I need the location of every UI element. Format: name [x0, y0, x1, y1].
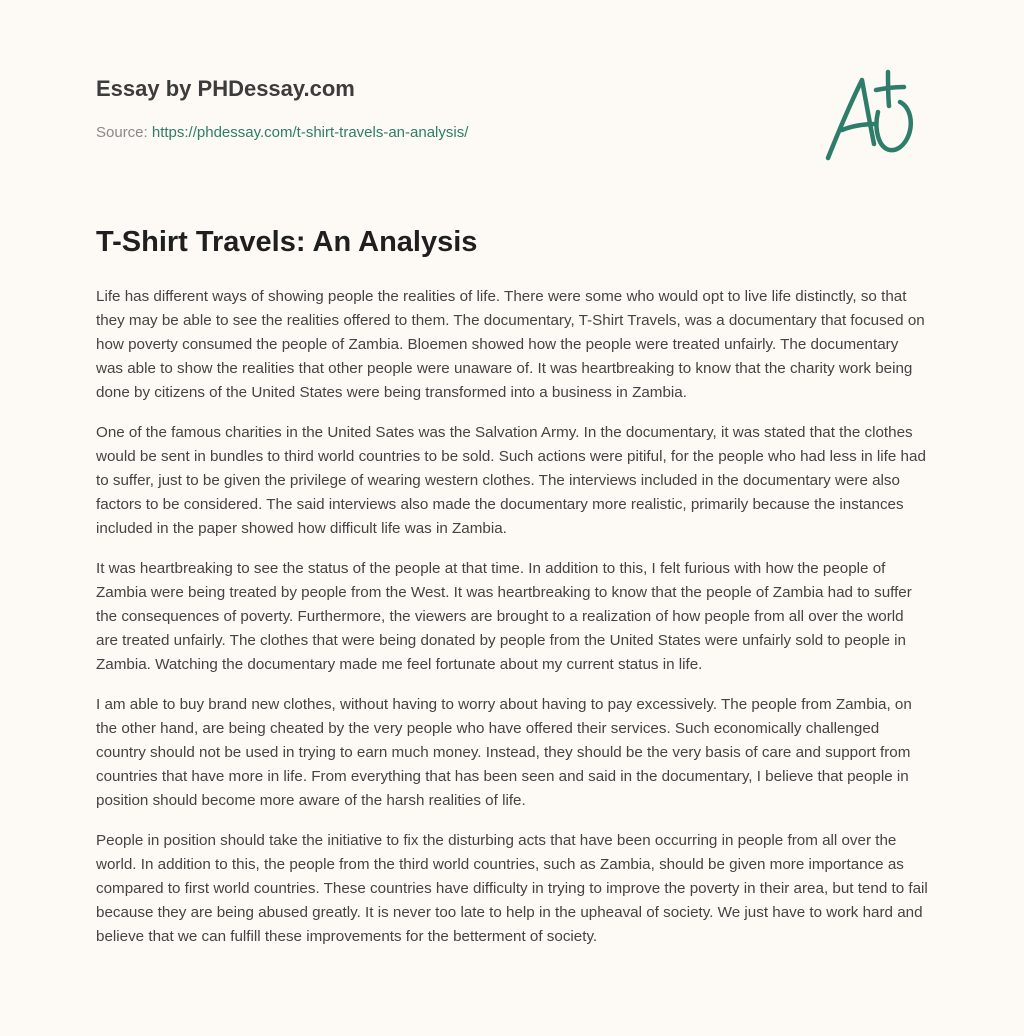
site-brand: Essay by PHDessay.com: [96, 76, 355, 101]
essay-paragraph: It was heartbreaking to see the status of the people at that time. In addition to this, I felt furious with how the people of Zambia were being treated by people from the West. It was heartbreaking to know that the people of Zambia had to suffer the consequences of poverty. Furthermore, the viewers are brought to a realization of how people from all over the world are treated unfairly. The clothes that were being donated by people from the United States were unfairly sold to people in Zambia. Watching the documentary made me feel fortunate about my current status in life.: [96, 560, 912, 673]
essay-paragraph: I am able to buy brand new clothes, without having to worry about having to pay excessively. The people from Zambia, on the other hand, are being cheated by the very people who have offered their services. Such economically challenged country should not be used in trying to earn much money. Instead, they should be the very basis of care and support from countries that have more in life. From everything that has been seen and said in the documentary, I believe that people in position should become more aware of the harsh realities of life.: [96, 696, 912, 809]
essay-body: [96, 285, 928, 965]
essay-paragraph: People in position should take the initiative to fix the disturbing acts that have been occurring in people from all over the world. In addition to this, the people from the third world countries, such as Zambia, should be given more importance as compared to first world countries. These countries have difficulty in trying to improve the poverty in their area, but tend to fail because they are being abused greatly. It is never too late to help in the upheaval of society. We just have to work hard and believe that we can fulfill these improvements for the betterment of society.: [96, 832, 928, 945]
essay-paragraph: One of the famous charities in the United Sates was the Salvation Army. In the documentary, it was stated that the clothes would be sent in bundles to third world countries to be sold. Such actions were pitiful, for the people who had less in life had to suffer, just to be given the privilege of wearing western clothes. The interviews included in the documentary were also factors to be considered. The said interviews also made the documentary more realistic, primarily because the instances included in the paper showed how difficult life was in Zambia.: [96, 424, 926, 537]
essay-title: T-Shirt Travels: An Analysis: [96, 226, 478, 258]
source-label: Source:: [96, 124, 148, 141]
source-line: [96, 124, 468, 141]
source-link[interactable]: https://phdessay.com/t-shirt-travels-an-analysis/: [151, 124, 469, 141]
essay-paragraph: Life has different ways of showing people the realities of life. There were some who would opt to live life distinctly, so that they may be able to see the realities offered to them. The documentary, T-Shirt Travels, was a documentary that focused on how poverty consumed the people of Zambia. Bloemen showed how the people were treated unfairly. The documentary was able to show the realities that other people were unaware of. It was heartbreaking to know that the charity work being done by citizens of the United States were being transformed into a business in Zambia.: [96, 288, 925, 401]
a-plus-grade-icon: [822, 68, 926, 164]
